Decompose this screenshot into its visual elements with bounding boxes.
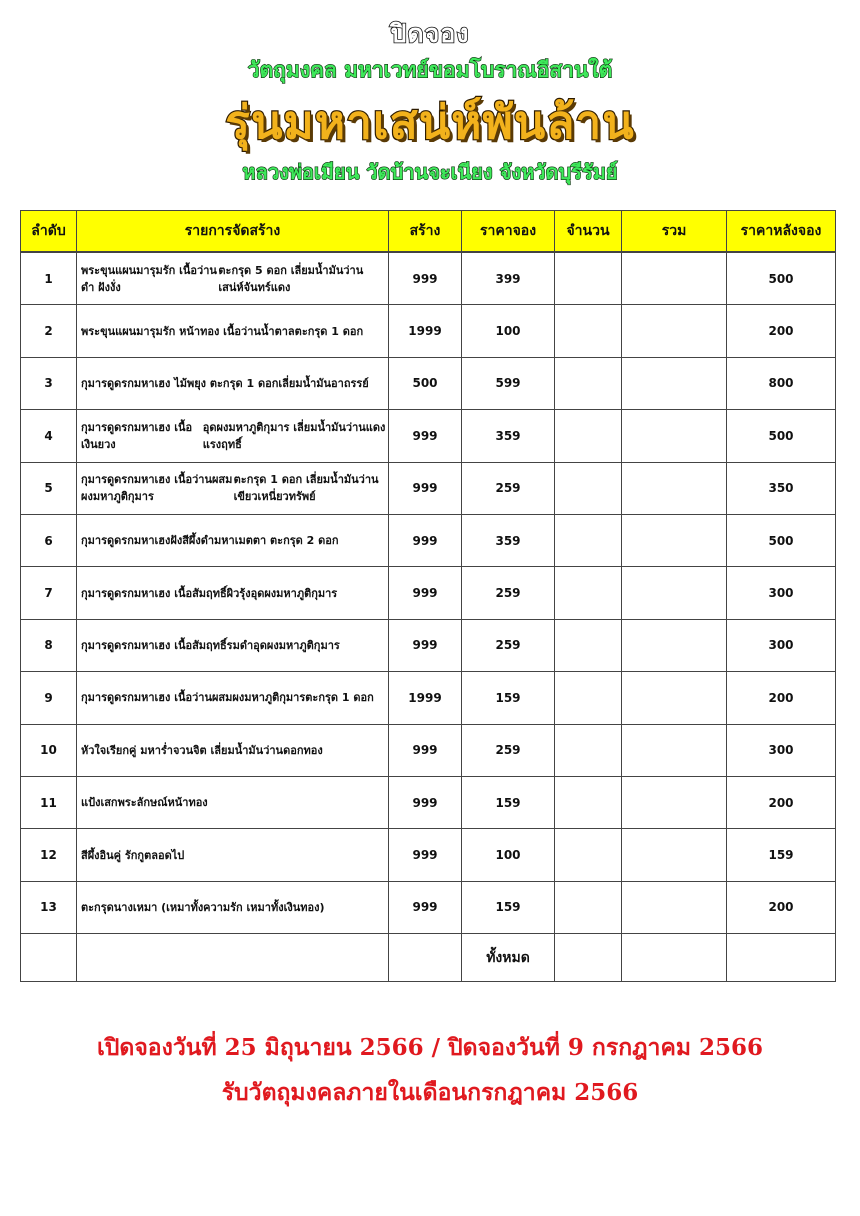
cell-no: 1	[20, 252, 77, 305]
cell-qty	[554, 724, 622, 777]
cell-no: 11	[20, 776, 77, 829]
cell-qty	[554, 828, 622, 881]
booking-dates: เปิดจองวันที่ 25 มิถุนายน 2566 / ปิดจองวันที่ 9 กรกฎาคม 2566	[96, 1034, 764, 1061]
cell-total	[621, 881, 727, 934]
cell-made: 999	[388, 252, 462, 305]
item-line: แป้งเสกพระลักษณ์หน้าทอง	[81, 796, 208, 810]
cell-no: 10	[20, 724, 77, 777]
item-line: กุมารดูดรกมหาเฮง เนื้อว่านผสมผงมหาภูติกุมาร	[81, 691, 306, 705]
total-row-no	[20, 933, 77, 982]
col-header-qty: จำนวน	[554, 210, 622, 252]
cell-no: 13	[20, 881, 77, 934]
cell-made: 999	[388, 409, 462, 462]
cell-after: 200	[726, 671, 836, 724]
item-description	[76, 776, 389, 829]
cell-total	[621, 724, 727, 777]
cell-no: 7	[20, 566, 77, 619]
total-row-item	[76, 933, 389, 982]
cell-qty	[554, 619, 622, 672]
cell-qty	[554, 881, 622, 934]
cell-booking: 259	[461, 566, 555, 619]
cell-made: 500	[388, 357, 462, 410]
cell-booking: 259	[461, 724, 555, 777]
subtitle: วัตถุมงคล มหาเวทย์ขอมโบราณอีสานใต้	[247, 58, 613, 82]
col-header-after-price: ราคาหลังจอง	[726, 210, 836, 252]
cell-qty	[554, 671, 622, 724]
item-line: กุมารดูดรกมหาเฮง เนื้อสัมฤทธิ์ผิวรุ้งอุดผงมหาภูติกุมาร	[81, 586, 338, 600]
item-description	[76, 252, 389, 305]
total-after	[726, 933, 836, 982]
cell-booking: 599	[461, 357, 555, 410]
cell-no: 2	[20, 304, 77, 357]
item-line: ตะกรุด 1 ดอก	[294, 324, 364, 338]
cell-after: 159	[726, 828, 836, 881]
cell-booking: 159	[461, 881, 555, 934]
cell-total	[621, 462, 727, 515]
cell-qty	[554, 462, 622, 515]
cell-total	[621, 304, 727, 357]
cell-no: 12	[20, 828, 77, 881]
item-description	[76, 304, 389, 357]
item-line: ตะกรุด 1 ดอก	[305, 691, 374, 705]
cell-booking: 100	[461, 828, 555, 881]
item-description	[76, 671, 389, 724]
item-line: พระขุนแผนมารุมรัก หน้าทอง เนื้อว่านน้ำตาล	[81, 324, 295, 338]
item-line: กุมารดูดรกมหาเฮงฝังสีผึ้งดำมหาเมตตา ตะกรุด 2 ดอก	[81, 534, 339, 548]
item-line: อุดผงมหาภูติกุมาร เลี่ยมน้ำมันว่านแดงแรงฤทธิ์	[202, 420, 386, 451]
cell-total	[621, 671, 727, 724]
cell-booking: 100	[461, 304, 555, 357]
item-description	[76, 619, 389, 672]
cell-qty	[554, 409, 622, 462]
cell-made: 999	[388, 724, 462, 777]
cell-made: 999	[388, 828, 462, 881]
total-sum	[621, 933, 727, 982]
item-line: กุมารดูดรกมหาเฮง เนื้อเงินยวง	[81, 420, 193, 451]
cell-total	[621, 828, 727, 881]
cell-after: 300	[726, 619, 836, 672]
cell-after: 300	[726, 724, 836, 777]
cell-booking: 259	[461, 619, 555, 672]
closed-booking-label: ปิดจอง	[390, 19, 470, 48]
cell-booking: 159	[461, 671, 555, 724]
cell-booking: 399	[461, 252, 555, 305]
cell-after: 200	[726, 776, 836, 829]
total-label: ทั้งหมด	[461, 933, 555, 982]
receive-note: รับวัตถุมงคลภายในเดือนกรกฎาคม 2566	[221, 1079, 639, 1106]
item-line: พระขุนแผนมารุมรัก เนื้อว่านดำ ฝังงั่ง	[81, 263, 217, 294]
cell-no: 6	[20, 514, 77, 567]
item-description	[76, 566, 389, 619]
col-header-item: รายการจัดสร้าง	[76, 210, 389, 252]
col-header-no: ลำดับ	[20, 210, 77, 252]
col-header-booking: ราคาจอง	[461, 210, 555, 252]
cell-after: 500	[726, 409, 836, 462]
cell-no: 8	[20, 619, 77, 672]
cell-no: 3	[20, 357, 77, 410]
item-line: ตะกรุด 1 ดอก เลี่ยมน้ำมันว่านเขียวเหนี่ยวทรัพย์	[233, 473, 379, 504]
cell-total	[621, 357, 727, 410]
cell-no: 4	[20, 409, 77, 462]
cell-made: 999	[388, 462, 462, 515]
item-description	[76, 724, 389, 777]
total-row-made	[388, 933, 462, 982]
item-line: กุมารดูดรกมหาเฮง ไม้พยุง ตะกรุด 1 ดอก	[81, 376, 279, 390]
item-description	[76, 881, 389, 934]
cell-booking: 359	[461, 514, 555, 567]
series-title: รุ่นมหาเสน่ห์พันล้าน	[225, 95, 635, 149]
cell-total	[621, 409, 727, 462]
cell-booking: 359	[461, 409, 555, 462]
total-qty	[554, 933, 622, 982]
item-description	[76, 409, 389, 462]
cell-total	[621, 566, 727, 619]
cell-after: 500	[726, 252, 836, 305]
item-line: เลี่ยมน้ำมันอาถรรย์	[278, 376, 369, 390]
item-line: ตะกรุดนางเหมา (เหมาทั้งความรัก เหมาทั้งเงินทอง)	[81, 900, 325, 914]
cell-total	[621, 776, 727, 829]
item-line: หัวใจเรียกคู่ มหาร่ำจวนจิต เลี่ยมน้ำมันว่านดอกทอง	[81, 743, 323, 757]
item-line: ตะกรุด 5 ดอก เลี่ยมน้ำมันว่านเสน่ห์จันทร์แดง	[218, 263, 364, 294]
cell-made: 1999	[388, 304, 462, 357]
cell-qty	[554, 514, 622, 567]
cell-after: 500	[726, 514, 836, 567]
cell-made: 1999	[388, 671, 462, 724]
cell-after: 300	[726, 566, 836, 619]
cell-qty	[554, 357, 622, 410]
cell-made: 999	[388, 619, 462, 672]
item-line: กุมารดูดรกมหาเฮง เนื้อสัมฤทธิ์รมดำอุดผงมหาภูติกุมาร	[81, 638, 340, 652]
cell-made: 999	[388, 881, 462, 934]
col-header-total: รวม	[621, 210, 727, 252]
cell-after: 200	[726, 304, 836, 357]
cell-qty	[554, 304, 622, 357]
cell-qty	[554, 776, 622, 829]
cell-booking: 159	[461, 776, 555, 829]
item-description	[76, 357, 389, 410]
cell-qty	[554, 252, 622, 305]
cell-qty	[554, 566, 622, 619]
temple-line: หลวงพ่อเมียน วัดบ้านจะเนียง จังหวัดบุรีรัมย์	[242, 160, 618, 184]
col-header-made: สร้าง	[388, 210, 462, 252]
item-line: สีผึ้งอินคู่ รักกูตลอดไป	[81, 848, 185, 862]
cell-total	[621, 619, 727, 672]
cell-after: 350	[726, 462, 836, 515]
cell-no: 5	[20, 462, 77, 515]
cell-total	[621, 514, 727, 567]
cell-total	[621, 252, 727, 305]
item-description	[76, 828, 389, 881]
cell-made: 999	[388, 514, 462, 567]
item-description	[76, 462, 389, 515]
item-line: กุมารดูดรกมหาเฮง เนื้อว่านผสมผงมหาภูติกุมาร	[81, 473, 233, 504]
item-description	[76, 514, 389, 567]
cell-made: 999	[388, 566, 462, 619]
cell-no: 9	[20, 671, 77, 724]
cell-made: 999	[388, 776, 462, 829]
cell-booking: 259	[461, 462, 555, 515]
cell-after: 800	[726, 357, 836, 410]
cell-after: 200	[726, 881, 836, 934]
